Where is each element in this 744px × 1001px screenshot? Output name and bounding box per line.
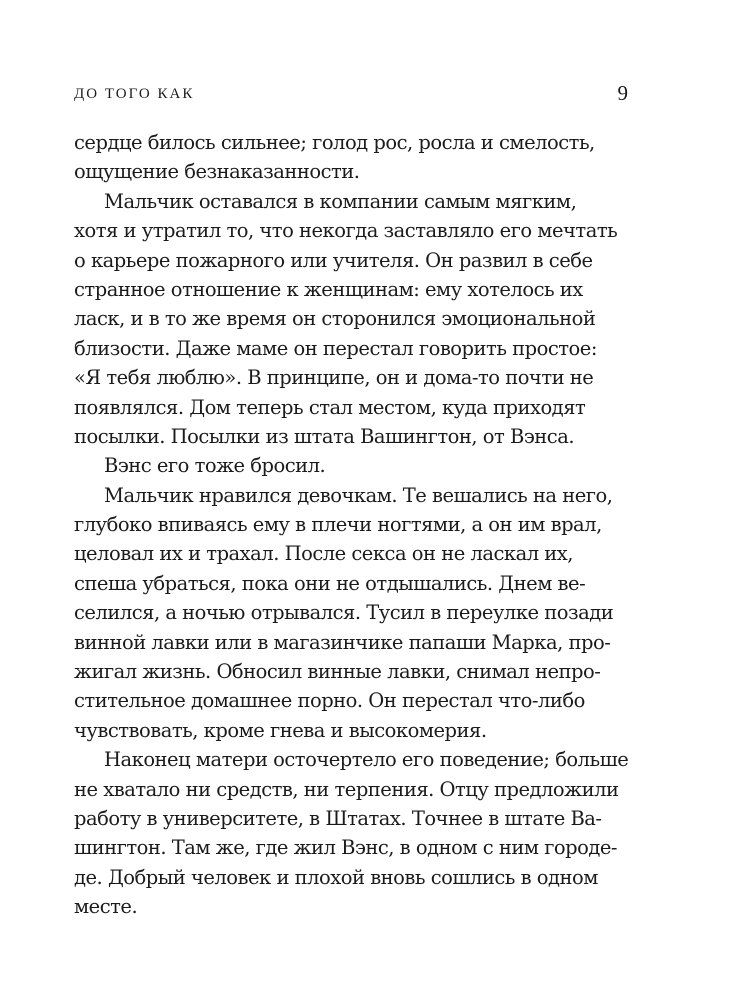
text-line: винной лавки или в магазинчике папаши Марка, про- bbox=[74, 630, 611, 654]
text-line: близости. Даже маме он перестал говорить простое: bbox=[74, 336, 597, 360]
text-line: хотя и утратил то, что некогда заставляло его мечтать bbox=[74, 219, 618, 243]
text-line: ласк, и в то же время он сторонился эмоциональной bbox=[74, 307, 596, 331]
text-line: Мальчик оставался в компании самым мягким, bbox=[104, 189, 577, 213]
text-line: целовал их и трахал. После секса он не ласкал их, bbox=[74, 542, 573, 566]
text-line: посылки. Посылки из штата Вашингтон, от Вэнса. bbox=[74, 424, 575, 448]
text-line: шингтон. Там же, где жил Вэнс, в одном с ним городе- bbox=[74, 836, 618, 860]
text-line: ощущение безнаказанности. bbox=[74, 160, 360, 184]
text-line: о карьере пожарного или учителя. Он развил в себе bbox=[74, 248, 593, 272]
text-line: работу в университете, в Штатах. Точнее в штате Ва- bbox=[74, 806, 602, 830]
running-head bbox=[74, 81, 628, 108]
body-text bbox=[74, 128, 674, 922]
text-line: странное отношение к женщинам: ему хотелось их bbox=[74, 277, 583, 301]
page-number: 9 bbox=[617, 81, 628, 105]
text-line: чувствовать, кроме гнева и высокомерия. bbox=[74, 718, 487, 742]
text-line: стительное домашнее порно. Он перестал что-либо bbox=[74, 689, 585, 713]
text-line: сердце билось сильнее; голод рос, росла и смелость, bbox=[74, 131, 595, 154]
text-line: Мальчик нравился девочкам. Те вешались на него, bbox=[104, 483, 613, 507]
text-line: Наконец матери осточертело его поведение; больше bbox=[104, 748, 629, 772]
running-title: ДО ТОГО КАК bbox=[74, 86, 195, 102]
text-line: глубоко впиваясь ему в плечи ногтями, а он им врал, bbox=[74, 513, 602, 537]
text-line: «Я тебя люблю». В принципе, он и дома-то почти не bbox=[74, 366, 594, 390]
text-line: де. Добрый человек и плохой вновь сошлись в одном bbox=[74, 865, 598, 889]
text-line: Вэнс его тоже бросил. bbox=[104, 454, 326, 478]
text-line: жигал жизнь. Обносил винные лавки, снимал непро- bbox=[74, 660, 601, 684]
text-line: селился, а ночью отрывался. Тусил в переулке позади bbox=[74, 601, 614, 625]
text-line: появлялся. Дом теперь стал местом, куда приходят bbox=[74, 395, 586, 419]
text-line: месте. bbox=[74, 895, 138, 919]
text-line: не хватало ни средств, ни терпения. Отцу предложили bbox=[74, 777, 619, 801]
text-line: спеша убраться, пока они не отдышались. Днем ве- bbox=[74, 571, 586, 595]
